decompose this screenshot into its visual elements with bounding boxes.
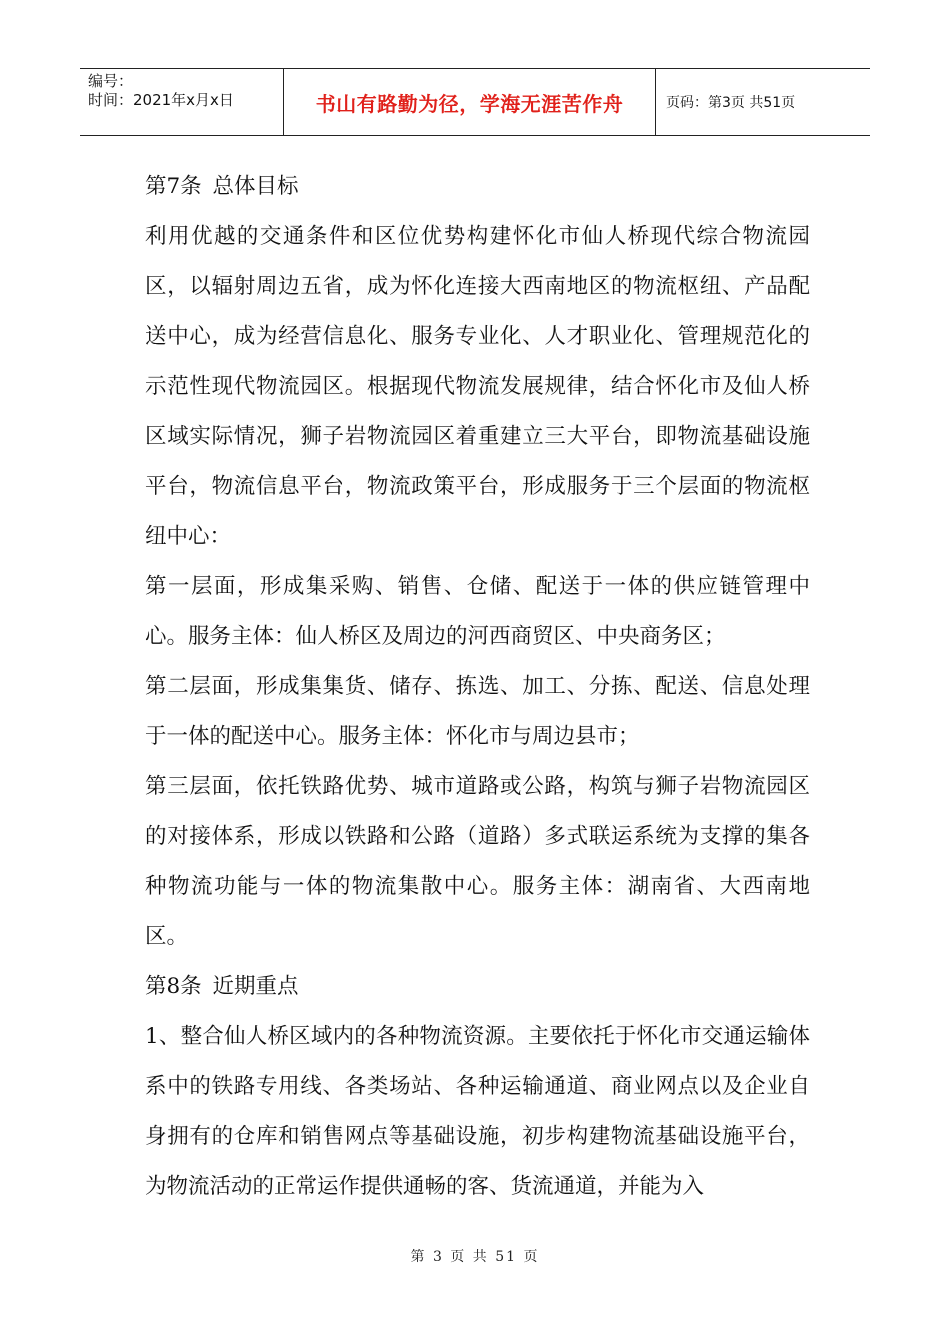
header-motto: 书山有路勤为径，学海无涯苦作舟 [283,69,656,135]
header-page-info: 页码：第3页 共51页 [666,95,796,111]
header-meta-cell [80,69,283,135]
level-2-paragraph: 第二层面，形成集集货、储存、拣选、加工、分拣、配送、信息处理于一体的配送中心。服务主体：怀化市与周边县市； [145,674,810,749]
level-1-paragraph: 第一层面，形成集采购、销售、仓储、配送于一体的供应链管理中心。服务主体：仙人桥区及周边的河西商贸区、中央商务区； [145,574,810,649]
article-8-paragraph: 1、整合仙人桥区域内的各种物流资源。主要依托于怀化市交通运输体系中的铁路专用线、各类场站、各种运输通道、商业网点以及企业自身拥有的仓库和销售网点等基础设施，初步构建物流基础设施平台，为物流活动的正常运作提供通畅的客、货流通道，并能为入 [145,1024,810,1199]
page-footer: 第 3 页 共 51 页 [410,1249,540,1265]
level-3-paragraph: 第三层面，依托铁路优势、城市道路或公路，构筑与狮子岩物流园区的对接体系，形成以铁路和公路（道路）多式联运系统为支撑的集各种物流功能与一体的物流集散中心。服务主体：湖南省、大西南地区。 [145,774,810,949]
document-number-label: 编号： [88,72,134,90]
document-date-label: 时间：2021年x月x日 [88,91,234,109]
document-header [80,68,870,136]
article-8-title: 第8条 近期重点 [145,974,299,999]
document-body [145,162,810,1212]
article-7-title: 第7条 总体目标 [145,174,299,199]
article-7-paragraph: 利用优越的交通条件和区位优势构建怀化市仙人桥现代综合物流园区，以辐射周边五省，成为怀化连接大西南地区的物流枢纽、产品配送中心，成为经营信息化、服务专业化、人才职业化、管理规范化的示范性现代物流园区。根据现代物流发展规律，结合怀化市及仙人桥区域实际情况，狮子岩物流园区着重建立三大平台，即物流基础设施平台，物流信息平台，物流政策平台，形成服务于三个层面的物流枢纽中心： [145,224,810,549]
